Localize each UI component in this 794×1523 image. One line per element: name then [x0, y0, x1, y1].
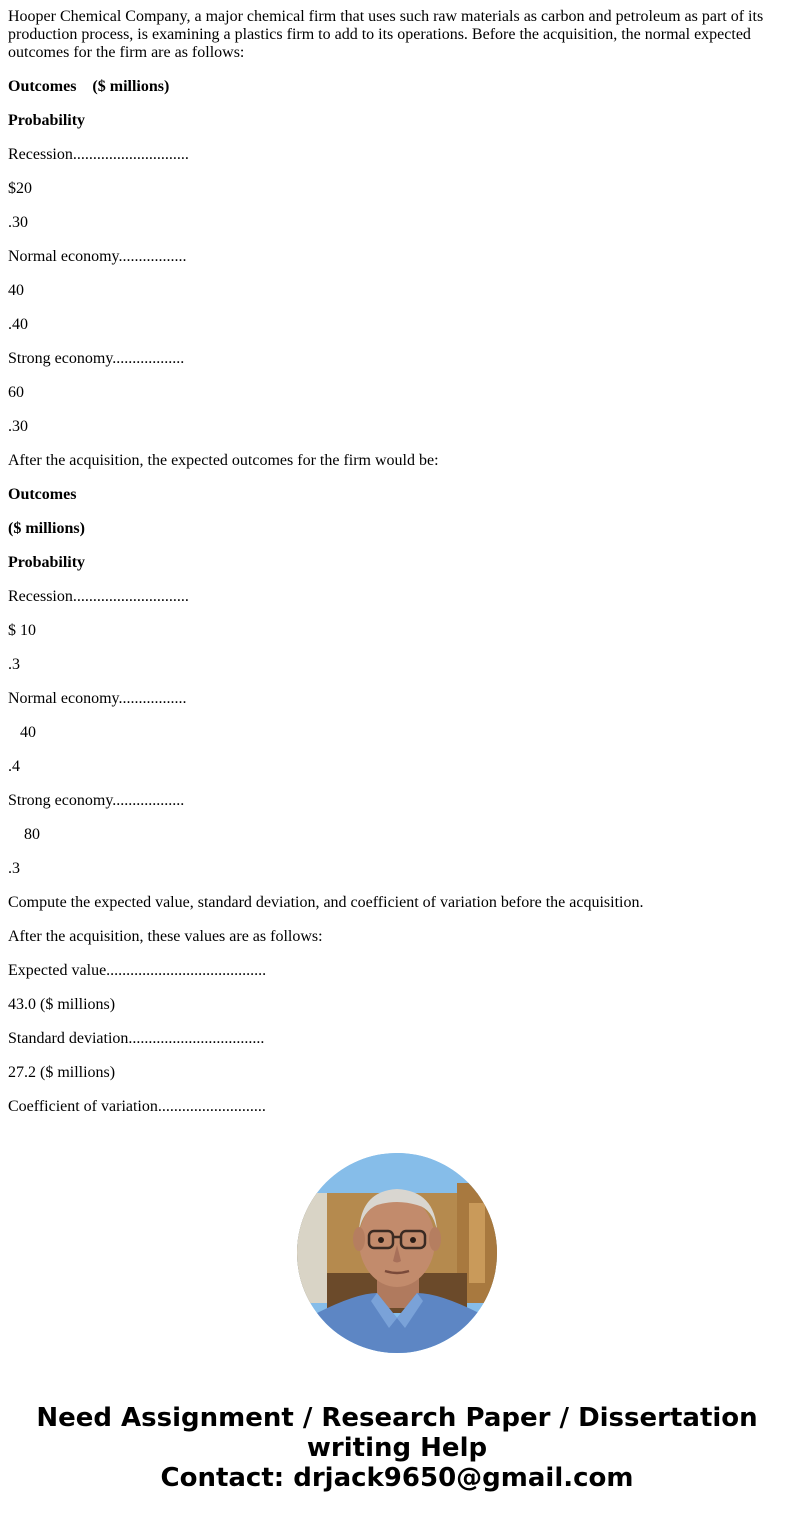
after-intro: After the acquisition, the expected outcomes for the firm would be:: [8, 452, 439, 469]
after-row-outcome: 40: [8, 724, 36, 741]
after-value-label: Coefficient of variation...........................: [8, 1098, 266, 1115]
intro-paragraph: Hooper Chemical Company, a major chemical firm that uses such raw materials as carbon and petroleum as part of its production process, is examining a plastics firm to add to its operations. Before the acquisition, the normal expected outcomes for the firm are as follows:: [8, 8, 764, 61]
before-row-outcome: $20: [8, 180, 32, 197]
after-values-intro: After the acquisition, these values are as follows:: [8, 928, 323, 945]
after-value-label: Standard deviation..................................: [8, 1030, 265, 1047]
question-content: [8, 8, 786, 1132]
before-header-outcomes: Outcomes ($ millions): [8, 78, 170, 95]
after-header-outcomes: Outcomes: [8, 486, 77, 503]
after-row-probability: .3: [8, 860, 20, 877]
before-row-probability: .30: [8, 214, 28, 231]
before-row-outcome: 40: [8, 282, 24, 299]
before-row-probability: .40: [8, 316, 28, 333]
after-row-outcome: $ 10: [8, 622, 36, 639]
before-row-state: Recession.............................: [8, 146, 189, 163]
after-header-units: ($ millions): [8, 520, 85, 537]
after-row-state: Recession.............................: [8, 588, 189, 605]
after-row-state: Normal economy.................: [8, 690, 187, 707]
after-value-number: 43.0 ($ millions): [8, 996, 116, 1013]
before-row-outcome: 60: [8, 384, 24, 401]
banner-line: Need Assignment / Research Paper / Dissertation: [36, 1403, 758, 1433]
task-text: Compute the expected value, standard deviation, and coefficient of variation before the acquisition.: [8, 894, 644, 911]
after-value-label: Expected value........................................: [8, 962, 267, 979]
after-row-outcome: 80: [8, 826, 40, 843]
before-row-probability: .30: [8, 418, 28, 435]
after-row-state: Strong economy..................: [8, 792, 185, 809]
help-banner: [0, 1403, 794, 1493]
after-row-probability: .3: [8, 656, 20, 673]
after-row-probability: .4: [8, 758, 20, 775]
before-header-probability: Probability: [8, 112, 86, 129]
banner-contact: Contact: drjack9650@gmail.com: [160, 1463, 634, 1493]
after-value-number: 27.2 ($ millions): [8, 1064, 116, 1081]
before-row-state: Normal economy.................: [8, 248, 187, 265]
banner-line: writing Help: [306, 1433, 488, 1463]
before-row-state: Strong economy..................: [8, 350, 185, 367]
after-header-probability: Probability: [8, 554, 86, 571]
person-photo-icon: [297, 1153, 497, 1353]
